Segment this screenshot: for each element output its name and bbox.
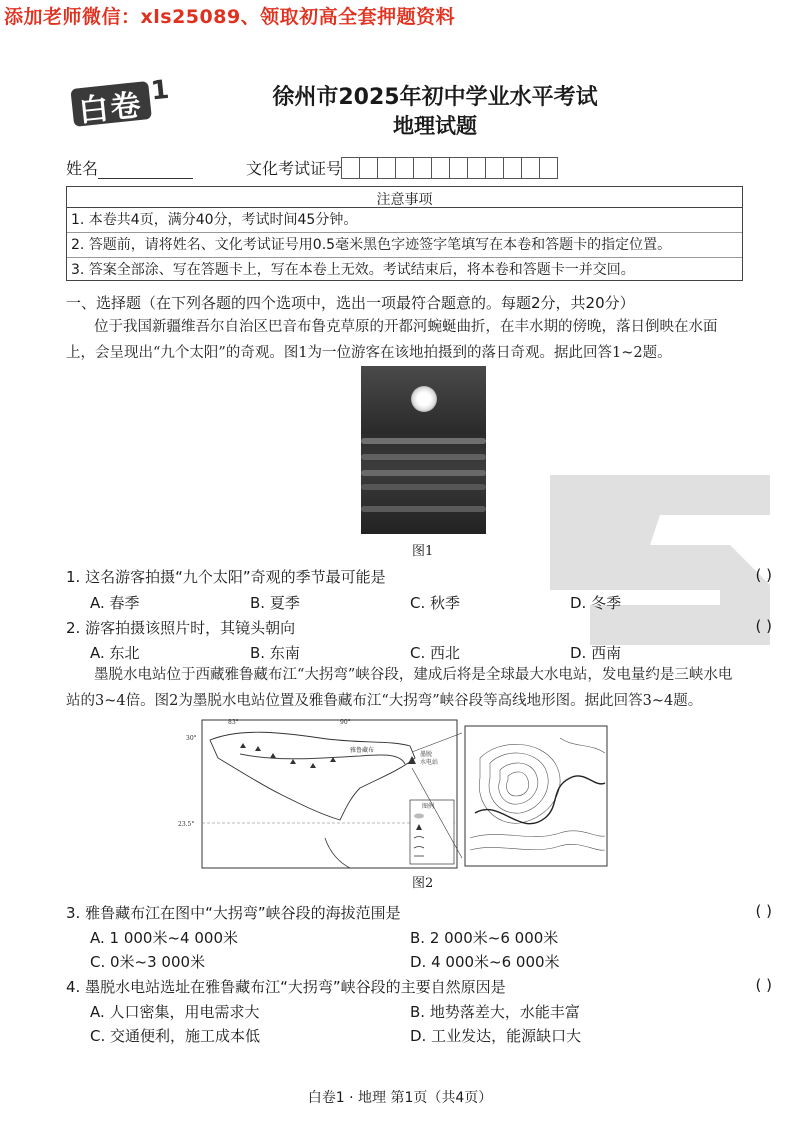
option-b[interactable]: B. 东南 [250, 644, 300, 662]
id-box[interactable] [539, 157, 558, 179]
option-a[interactable]: A. 春季 [90, 594, 140, 612]
notice-item: 3. 答案全部涂、写在答题卡上，写在本卷上无效。考试结束后，将本卷和答题卡一并交回。 [71, 262, 635, 278]
id-field [246, 156, 558, 179]
passage-1 [66, 314, 776, 366]
option-c[interactable]: C. 秋季 [410, 594, 461, 612]
name-field [66, 156, 193, 179]
place-label: 水电站 [420, 759, 439, 766]
id-box[interactable] [395, 157, 414, 179]
watermark-text: 添加老师微信：xls25089、领取初高全套押题资料 [4, 6, 456, 28]
notice-item: 1. 本卷共4页，满分40分，考试时间45分钟。 [67, 208, 742, 233]
option-d[interactable]: D. 工业发达，能源缺口大 [410, 1027, 582, 1045]
id-box[interactable] [413, 157, 432, 179]
option-c[interactable]: C. 西北 [410, 644, 461, 662]
name-label: 姓名 [66, 159, 99, 178]
id-boxes[interactable] [342, 159, 558, 178]
background-logo-mark [530, 455, 780, 655]
badge-number: 1 [149, 74, 171, 107]
place-label: 墨脱 [420, 751, 433, 758]
exam-title: 徐州市2025年初中学业水平考试 [272, 85, 598, 110]
lon-label: 83° [228, 719, 239, 726]
option-b[interactable]: B. 夏季 [250, 594, 300, 612]
passage-line: 位于我国新疆维吾尔自治区巴音布鲁克草原的开都河蜿蜒曲折，在丰水期的傍晚，落日倒映在水面 [94, 319, 718, 335]
passage-line: 墨脱水电站位于西藏雅鲁藏布江“大拐弯”峡谷段，建成后将是全球最大水电站，发电量约是三峡水电 [94, 667, 733, 683]
option-a[interactable]: A. 1 000米~4 000米 [90, 929, 238, 947]
section-title: 一、选择题（在下列各题的四个选项中，选出一项最符合题意的。每题2分，共20分） [66, 294, 635, 312]
option-a[interactable]: A. 东北 [90, 644, 140, 662]
answer-paren[interactable]: ( ) [755, 976, 772, 994]
option-d[interactable]: D. 西南 [570, 644, 622, 662]
lat-label: 23.5° [178, 821, 195, 828]
id-label: 文化考试证号 [246, 159, 343, 178]
answer-paren[interactable]: ( ) [755, 566, 772, 584]
notice-heading: 注意事项 [67, 187, 742, 208]
answer-paren[interactable]: ( ) [755, 902, 772, 920]
legend-title: 图例 [422, 803, 435, 810]
figure-2-maps [178, 718, 610, 870]
passage-line: 站的3~4倍。图2为墨脱水电站位置及雅鲁藏布江“大拐弯”峡谷段等高线地形图。据此回答3~4题。 [66, 693, 703, 709]
id-box[interactable] [431, 157, 450, 179]
passage-2 [66, 662, 776, 714]
option-d[interactable]: D. 冬季 [570, 594, 622, 612]
name-blank[interactable] [98, 162, 193, 179]
id-box[interactable] [503, 157, 522, 179]
page-footer: 白卷1 · 地理 第1页（共4页） [307, 1090, 493, 1106]
answer-paren[interactable]: ( ) [755, 617, 772, 635]
id-box[interactable] [377, 157, 396, 179]
place-label: 雅鲁藏布 [350, 747, 375, 754]
lon-label: 90° [340, 719, 351, 726]
option-c[interactable]: C. 0米~3 000米 [90, 953, 206, 971]
option-d[interactable]: D. 4 000米~6 000米 [410, 953, 560, 971]
id-box[interactable] [341, 157, 360, 179]
id-box[interactable] [467, 157, 486, 179]
figure-1-caption: 图1 [412, 544, 434, 559]
lat-label: 30° [186, 735, 197, 742]
id-box[interactable] [449, 157, 468, 179]
passage-line: 上，会呈现出“九个太阳”的奇观。图1为一位游客在该地拍摄到的落日奇观。据此回答1~2题。 [66, 345, 672, 361]
option-b[interactable]: B. 地势落差大，水能丰富 [410, 1003, 580, 1021]
option-a[interactable]: A. 人口密集，用电需求大 [90, 1003, 260, 1021]
id-box[interactable] [359, 157, 378, 179]
figure-1-photo [361, 366, 486, 534]
question-2: 2. 游客拍摄该照片时，其镜头朝向 [66, 619, 296, 637]
badge-label: 白卷 [76, 87, 145, 130]
question-3: 3. 雅鲁藏布江在图中“大拐弯”峡谷段的海拔范围是 [66, 904, 401, 922]
question-4: 4. 墨脱水电站选址在雅鲁藏布江“大拐弯”峡谷段的主要自然原因是 [66, 978, 506, 996]
option-b[interactable]: B. 2 000米~6 000米 [410, 929, 559, 947]
notice-item: 2. 答题前，请将姓名、文化考试证号用0.5毫米黑色字迹签字笔填写在本卷和答题卡的指定位置。 [67, 233, 742, 258]
question-1: 1. 这名游客拍摄“九个太阳”奇观的季节最可能是 [66, 568, 386, 586]
exam-subtitle: 地理试题 [393, 114, 477, 138]
figure-2-caption: 图2 [412, 876, 434, 891]
id-box[interactable] [485, 157, 504, 179]
sun-reflection [411, 386, 437, 412]
notice-box [66, 186, 743, 281]
id-box[interactable] [521, 157, 540, 179]
option-c[interactable]: C. 交通便利，施工成本低 [90, 1027, 261, 1045]
